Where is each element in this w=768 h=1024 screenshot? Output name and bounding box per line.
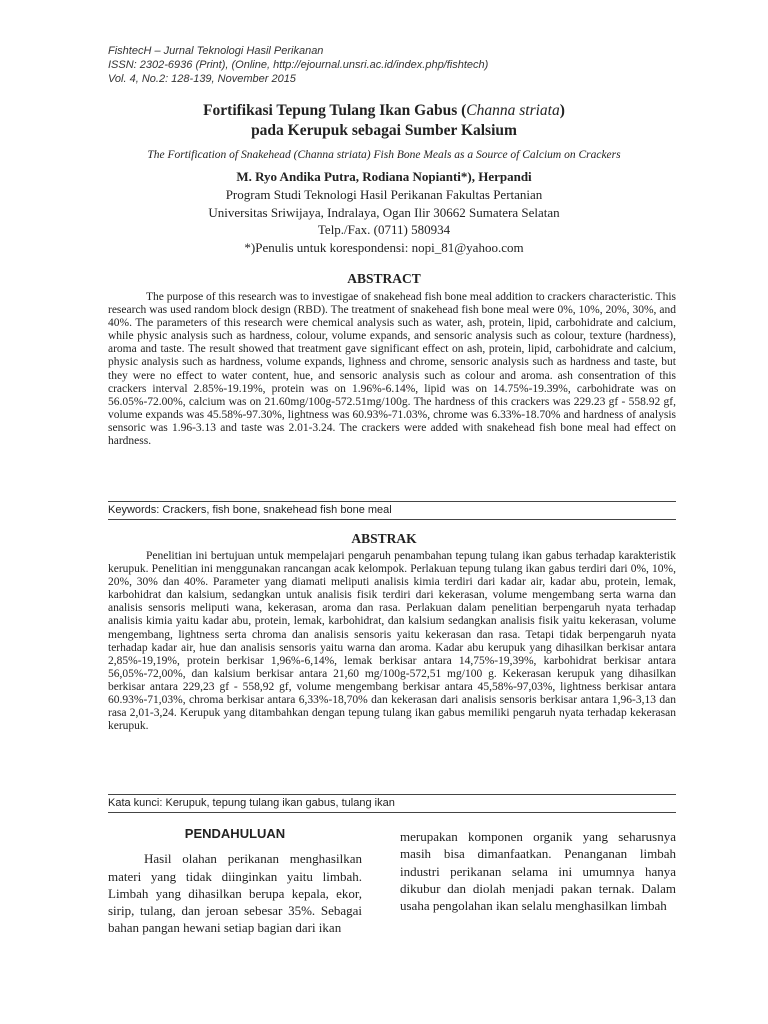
affiliation-university: Universitas Sriwijaya, Indralaya, Ogan Ilir 30662 Sumatera Selatan (208, 204, 560, 220)
abstrak-body (108, 550, 676, 733)
abstract-text: The purpose of this research was to investigae of snakehead fish bone meal addition to crackers characteristic. This research was used random block design (RBD). The treatment of snakehead fish bone meal were 0%, 10%, 20%, 30%, and 40%. The parameters of this research were chemical analysis such as water, ash, protein, lipid, carbohidrate and calcium, while physic analysis such as hardness, colour, volume expands, and sensoric analysis such as colour, texture (hardness), aroma and taste. The result showed that treatment gave significant effect on ash, protein, lipid, carbohidrate and calcium, physic analysis such as hardness, volume expands, lighness and chrome, sensoric analysis such as hardness and taste, but they were no effect to water content, hue, and sensoric analysis such as colour and aroma. ash consentration of this crackers interval 2.85%-19.19%, protein was on 1.96%-6.14%, lipid was on 14.75%-19.39%, carbohidrate was on 56.05%-72.00%, calcium was on 21.60mg/100g-572.51mg/100g. The hardness of this crackers was 229.23 gf - 558.92 gf, volume expands was 45.58%-97.30%, lightness was 60.93%-71.03%, chrome was 6.33%-18.70% and hardness of analysis sensoric was 1.96-3.13 and taste was 2.01-3.24. The crackers were added with snakehead fish bone meal had effect on hardness. (108, 291, 676, 448)
journal-issn: ISSN: 2302-6936 (Print), (Online, http://ejournal.unsri.ac.id/index.php/fishtech) (108, 59, 489, 71)
affiliation-correspondence: *)Penulis untuk korespondensi: nopi_81@yahoo.com (244, 239, 524, 255)
intro-left-text: Hasil olahan perikanan menghasilkan materi yang tidak diinginkan yaitu limbah. Limbah yang dihasilkan berupa kepala, ekor, sirip, tulang, dan jeroan sebesar 35%. Sebagai bahan pangan hewani setiap bagian dari ikan (108, 851, 362, 936)
title-part1-end: ) (559, 102, 565, 119)
abstract-body (108, 291, 676, 448)
title-species: Channa striata (466, 102, 560, 119)
abstract-heading: ABSTRACT (347, 271, 421, 286)
intro-left-column (108, 825, 362, 937)
english-title: The Fortification of Snakehead (Channa striata) Fish Bone Meals as a Source of Calcium on Crackers (147, 149, 621, 161)
journal-volume: Vol. 4, No.2: 128-139, November 2015 (108, 73, 296, 85)
abstract-keywords: Keywords: Crackers, fish bone, snakehead fish bone meal (108, 501, 676, 520)
paper-title (80, 101, 688, 141)
affiliation-phone: Telp./Fax. (0711) 580934 (317, 222, 451, 237)
authors: M. Ryo Andika Putra, Rodiana Nopianti*), Herpandi (236, 169, 532, 184)
affiliation (80, 186, 688, 256)
intro-right-text: merupakan komponen organik yang seharusnya masih bisa dimanfaatkan. Penanganan limbah industri perikanan selama ini umumnya hanya dikubur dan diolah menjadi pakan ternak. Dalam usaha pengolahan ikan selalu menghasilkan limbah (400, 829, 676, 914)
affiliation-program: Program Studi Teknologi Hasil Perikanan Fakultas Pertanian (225, 187, 543, 202)
abstrak-heading: ABSTRAK (351, 531, 417, 546)
journal-header (108, 44, 668, 86)
abstrak-keywords: Kata kunci: Kerupuk, tepung tulang ikan gabus, tulang ikan (108, 794, 676, 813)
title-part1: Fortifikasi Tepung Tulang Ikan Gabus ( (203, 102, 467, 119)
journal-name: FishtecH – Jurnal Teknologi Hasil Perikanan (108, 45, 324, 57)
title-line2: pada Kerupuk sebagai Sumber Kalsium (251, 122, 517, 139)
abstrak-text: Penelitian ini bertujuan untuk mempelajari pengaruh penambahan tepung tulang ikan gabus terhadap karakteristik kerupuk. Penelitian ini menggunakan rancangan acak kelompok. Perlakuan tepung tulang ikan gabus terdiri dari 0%, 10%, 20%, 30% dan 40%. Parameter yang diamati meliputi analisis kimia terdiri dari kadar air, kadar abu, protein, lemak, karbohidrat dan kalsium, sedangkan untuk analisis fisik terdiri dari kekerasan, volume mengembang serta warna dan analisis sensoris meliputi wana, kekerasan, aroma dan rasa. Perlakuan dalam penelitian berpengaruh nyata terhadap analisis kimia yaitu kadar abu, protein, lemak, karbohidrat, dan kalsium sedangkan analisis fisik yaitu kekerasan, volume mengembang, lightness serta chroma dan analisis sensoris yaitu kekerasan dan rasa. Tetapi tidak berpengaruh nyata terhadap kadar air, hue dan analisis sensoris yaitu warna dan aroma. Kadar abu kerupuk yang dihasilkan berkisar antara 2,85%-19,19%, protein berkisar 1,96%-6,14%, lemak berkisar antara 14,75%-19,39%, karbohidrat berkisar antara 56,05%-72,00%, dan kalsium berkisar antara 21,60 mg/100g-572,51 mg/100 g. Kekerasan kerupuk yang dihasilkan berkisar antara 229,23 gf - 558,92 gf, volume mengembang berkisar antara 45,58%-97,03%, lightness berkisar antara 60.93%-71,03%, chroma berkisar antara 6,33%-18,70% dan kekerasan dari analisis sensoris berkisar antara 1,96-3,13 dan rasa 2,01-3,24. Kerupuk yang ditambahkan dengan tepung tulang ikan gabus memiliki pengaruh nyata terhadap kekerasan kerupuk. (108, 550, 676, 733)
intro-right-column (400, 828, 676, 914)
intro-heading: PENDAHULUAN (184, 826, 286, 841)
